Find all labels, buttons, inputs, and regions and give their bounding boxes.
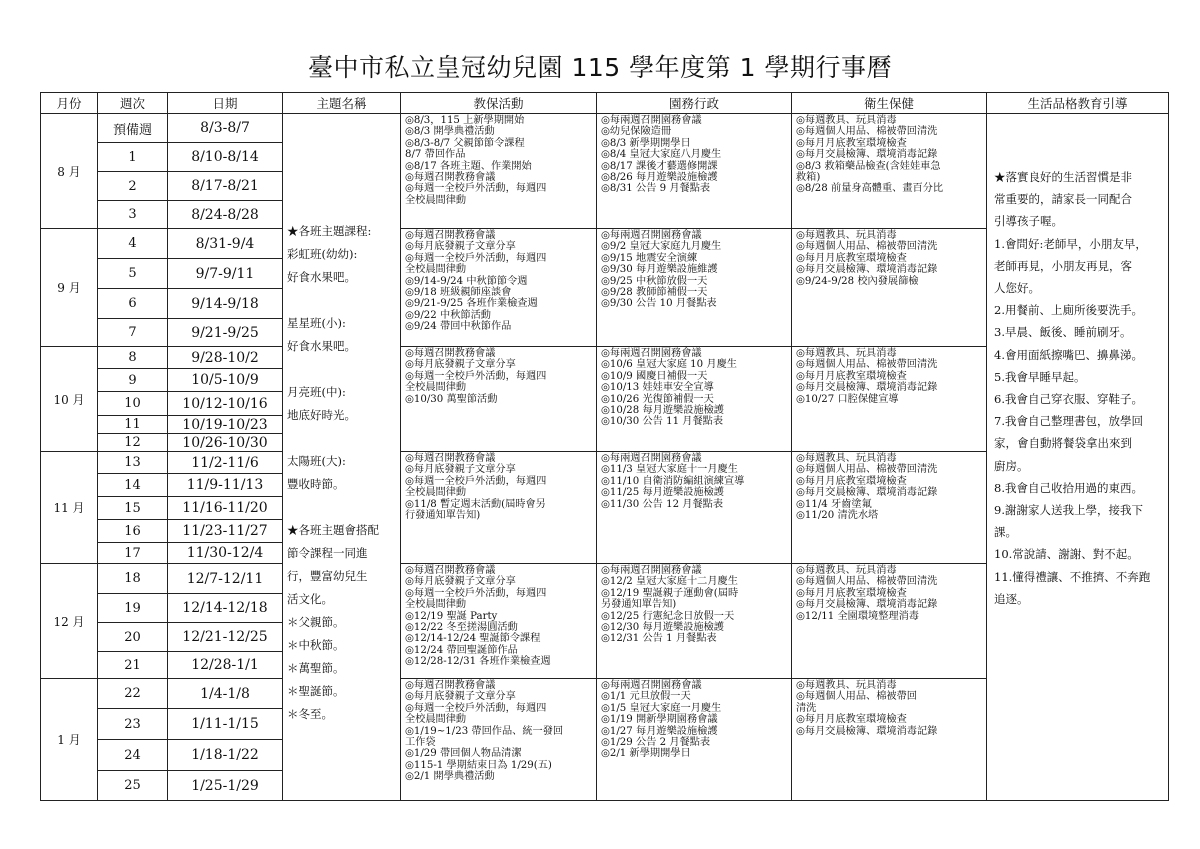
date-cell: 8/24-8/28: [168, 201, 283, 229]
date-cell: 11/23-11/27: [168, 520, 283, 543]
date-cell: 1/11-1/15: [168, 709, 283, 740]
activities-cell: [401, 347, 597, 452]
admin-text: ◎每兩週召開園務會議 ◎幼兒保險造冊 ◎8/3 新學期開學日 ◎8/4 皇冠大家庭八月慶生 ◎8/17 課後才藝選修開課 ◎8/26 每月遊樂設施檢護 ◎8/31 公告 9 月餐點表: [601, 115, 722, 195]
week-cell: 17: [98, 543, 168, 564]
week-cell: 24: [98, 740, 168, 771]
date-cell: 8/10-8/14: [168, 143, 283, 172]
health-text: ◎每週教具、玩具消毒 ◎每週個人用品、棉被帶回清洗 ◎每月月底教室環境檢查 ◎每月交晨檢簿、環境消毒記錄 ◎12/11 全園環境整理消毒: [796, 565, 938, 622]
health-cell: [792, 347, 987, 452]
health-cell: [792, 564, 987, 679]
header-health: 衛生保健: [792, 93, 987, 114]
month-cell: 10 月: [41, 347, 98, 452]
health-cell: [792, 114, 987, 229]
week-cell: 25: [98, 771, 168, 801]
week-cell: 15: [98, 497, 168, 520]
header-date: 日期: [168, 93, 283, 114]
admin-text: ◎每兩週召開園務會議 ◎10/6 皇冠大家庭 10 月慶生 ◎10/9 國慶日補假一天 ◎10/13 娃娃車安全宣導 ◎10/26 光復節補假一天 ◎10/28 每月遊樂設施檢護 ◎10/30 公告 11 月餐點表: [601, 348, 737, 428]
date-cell: 11/2-11/6: [168, 452, 283, 474]
date-cell: 12/28-1/1: [168, 652, 283, 679]
date-cell: 8/3-8/7: [168, 114, 283, 143]
page-title: 臺中市私立皇冠幼兒園 115 學年度第 1 學期行事曆: [308, 53, 892, 82]
date-cell: 12/21-12/25: [168, 623, 283, 652]
health-text: ◎每週教具、玩具消毒 ◎每週個人用品、棉被帶回清洗 ◎每月月底教室環境檢查 ◎每月交晨檢簿、環境消毒記錄 ◎8/3 救箱藥品檢查(含娃娃車急 救箱) ◎8/28 前量身高體重、畫百分比: [796, 115, 944, 195]
week-cell: 22: [98, 679, 168, 709]
date-cell: 11/9-11/13: [168, 474, 283, 497]
month-cell: 8 月: [41, 114, 98, 229]
life-guidance-text: ★落實良好的生活習慣是非 常重要的，請家長一同配合 引導孩子喔。 1.會問好:老師早，小朋友早， 老師再見，小朋友再見，客 人您好。 2.用餐前、上廁所後要洗手。 3.早晨、飯後、睡前刷牙。 4.會用面紙擦嘴巴、擤鼻涕。 5.我會早睡早起。 6.我會自己穿衣服、穿鞋子。 7.我會自己整理書包，放學回 家，會自動將餐袋拿出來到 廚房。 8.我會自己收拾用過的東西。 9.謝謝家人送我上學，接我下 課。 10.常說請、謝謝、對不起。 11.懂得禮讓、不推擠、不奔跑 追逐。: [994, 170, 1151, 606]
week-cell: 10: [98, 392, 168, 416]
activities-text: ◎8/3，115 上新學期開始 ◎8/3 開學典禮活動 ◎8/3-8/7 父親節節令課程 8/7 帶回作品 ◎8/17 各班主題、作業開始 ◎每週召開教務會議 ◎每週一全校戶外活動，每週四 全校晨間律動: [405, 115, 547, 206]
date-cell: 12/7-12/11: [168, 564, 283, 594]
health-text: ◎每週教具、玩具消毒 ◎每週個人用品、棉被帶回 清洗 ◎每月月底教室環境檢查 ◎每月交晨檢簿、環境消毒記錄: [796, 680, 938, 737]
activities-text: ◎每週召開教務會議 ◎每月底發親子文章分享 ◎每週一全校戶外活動，每週四 全校晨間律動 ◎12/19 聖誕 Party ◎12/22 冬至搓湯圓活動 ◎12/14-12/24 聖誕節令課程 ◎12/24 帶回聖誕節作品 ◎12/28-12/31 各班作業檢查週: [405, 565, 551, 668]
date-cell: 10/26-10/30: [168, 434, 283, 452]
week-cell: 14: [98, 474, 168, 497]
activities-text: ◎每週召開教務會議 ◎每月底發親子文章分享 ◎每週一全校戶外活動，每週四 全校晨間律動 ◎10/30 萬聖節活動: [405, 348, 547, 405]
admin-text: ◎每兩週召開園務會議 ◎1/1 元旦放假一天 ◎1/5 皇冠大家庭一月慶生 ◎1/19 開新學期園務會議 ◎1/27 每月遊樂設施檢護 ◎1/29 公告 2 月餐點表 ◎2/1 新學期開學日: [601, 680, 722, 760]
month-cell: 1 月: [41, 679, 98, 801]
table-row: [41, 114, 1169, 143]
admin-text: ◎每兩週召開園務會議 ◎9/2 皇冠大家庭九月慶生 ◎9/15 地震安全演練 ◎9/30 每月遊樂設施維護 ◎9/25 中秋節放假一天 ◎9/28 教師節補假一天 ◎9/30 公告 10 月餐點表: [601, 230, 722, 310]
health-text: ◎每週教具、玩具消毒 ◎每週個人用品、棉被帶回清洗 ◎每月月底教室環境檢查 ◎每月交晨檢簿、環境消毒記錄 ◎10/27 口腔保健宣導: [796, 348, 938, 405]
date-cell: 11/30-12/4: [168, 543, 283, 564]
admin-cell: [597, 452, 792, 564]
header-life-guidance: 生活品格教育引導: [987, 93, 1169, 114]
week-cell: 20: [98, 623, 168, 652]
month-cell: 11 月: [41, 452, 98, 564]
week-cell: 23: [98, 709, 168, 740]
date-cell: 10/12-10/16: [168, 392, 283, 416]
header-week: 週次: [98, 93, 168, 114]
week-cell: 3: [98, 201, 168, 229]
activities-cell: [401, 452, 597, 564]
week-cell: 預備週: [98, 114, 168, 143]
activities-text: ◎每週召開教務會議 ◎每月底發親子文章分享 ◎每週一全校戶外活動，每週四 全校晨間律動 ◎9/14-9/24 中秋節節令週 ◎9/18 班級親師座談會 ◎9/21-9/25 各班作業檢查週 ◎9/22 中秋節活動 ◎9/24 帶回中秋節作品: [405, 230, 547, 333]
date-cell: 11/16-11/20: [168, 497, 283, 520]
week-cell: 5: [98, 259, 168, 289]
date-cell: 1/18-1/22: [168, 740, 283, 771]
admin-cell: [597, 229, 792, 347]
date-cell: 10/19-10/23: [168, 416, 283, 434]
date-cell: 1/4-1/8: [168, 679, 283, 709]
week-cell: 11: [98, 416, 168, 434]
header-row: [41, 93, 1169, 114]
health-cell: [792, 229, 987, 347]
date-cell: 9/21-9/25: [168, 319, 283, 347]
week-cell: 19: [98, 594, 168, 623]
month-cell: 9 月: [41, 229, 98, 347]
activities-cell: [401, 564, 597, 679]
health-cell: [792, 452, 987, 564]
week-cell: 8: [98, 347, 168, 369]
week-cell: 13: [98, 452, 168, 474]
month-cell: 12 月: [41, 564, 98, 679]
calendar-table: [40, 92, 1169, 801]
date-cell: 10/5-10/9: [168, 369, 283, 392]
date-cell: 1/25-1/29: [168, 771, 283, 801]
activities-cell: [401, 679, 597, 801]
admin-cell: [597, 679, 792, 801]
activities-cell: [401, 229, 597, 347]
admin-cell: [597, 114, 792, 229]
header-activities: 教保活動: [401, 93, 597, 114]
theme-cell: [283, 114, 401, 801]
activities-text: ◎每週召開教務會議 ◎每月底發親子文章分享 ◎每週一全校戶外活動，每週四 全校晨間律動 ◎11/8 暫定週末活動(屆時會另 行發通知單告知): [405, 453, 547, 522]
health-cell: [792, 679, 987, 801]
activities-text: ◎每週召開教務會議 ◎每月底發親子文章分享 ◎每週一全校戶外活動，每週四 全校晨間律動 ◎1/19~1/23 帶回作品、統一發回 工作袋 ◎1/29 帶回個人物品清潔 ◎115-1 學期結束日為 1/29(五) ◎2/1 開學典禮活動: [405, 680, 564, 783]
header-admin: 園務行政: [597, 93, 792, 114]
header-theme: 主題名稱: [283, 93, 401, 114]
date-cell: 8/17-8/21: [168, 172, 283, 201]
week-cell: 9: [98, 369, 168, 392]
health-text: ◎每週教具、玩具消毒 ◎每週個人用品、棉被帶回清洗 ◎每月月底教室環境檢查 ◎每月交晨檢簿、環境消毒記錄 ◎9/24-9/28 校內發展篩檢: [796, 230, 938, 287]
admin-cell: [597, 347, 792, 452]
date-cell: 9/14-9/18: [168, 289, 283, 319]
date-cell: 9/7-9/11: [168, 259, 283, 289]
week-cell: 18: [98, 564, 168, 594]
date-cell: 9/28-10/2: [168, 347, 283, 369]
health-text: ◎每週教具、玩具消毒 ◎每週個人用品、棉被帶回清洗 ◎每月月底教室環境檢查 ◎每月交晨檢簿、環境消毒記錄 ◎11/4 牙齒塗氟 ◎11/20 清洗水塔: [796, 453, 938, 522]
week-cell: 21: [98, 652, 168, 679]
theme-text: ★各班主題課程: 彩虹班(幼幼): 好食水果吧。 星星班(小): 好食水果吧。 月亮班(中): 地底好時光。 太陽班(大): 豐收時節。 ★各班主題會搭配 節令課程一同進 行，豐富幼兒生 活文化。 ＊父親節。 ＊中秋節。 ＊萬聖節。 ＊聖誕節。 ＊冬至。: [287, 224, 379, 721]
header-month: 月份: [41, 93, 98, 114]
admin-text: ◎每兩週召開園務會議 ◎11/3 皇冠大家庭十一月慶生 ◎11/10 自衛消防編組演練宣導 ◎11/25 每月遊樂設施檢護 ◎11/30 公告 12 月餐點表: [601, 453, 745, 510]
activities-cell: [401, 114, 597, 229]
week-cell: 12: [98, 434, 168, 452]
admin-text: ◎每兩週召開園務會議 ◎12/2 皇冠大家庭十二月慶生 ◎12/19 聖誕親子運動會(屆時 另發通知單告知) ◎12/25 行憲紀念日放假一天 ◎12/30 每月遊樂設施檢護 ◎12/31 公告 1 月餐點表: [601, 565, 739, 645]
week-cell: 4: [98, 229, 168, 259]
week-cell: 16: [98, 520, 168, 543]
week-cell: 6: [98, 289, 168, 319]
week-cell: 7: [98, 319, 168, 347]
life-guidance-cell: [987, 114, 1169, 801]
week-cell: 1: [98, 143, 168, 172]
date-cell: 8/31-9/4: [168, 229, 283, 259]
admin-cell: [597, 564, 792, 679]
week-cell: 2: [98, 172, 168, 201]
date-cell: 12/14-12/18: [168, 594, 283, 623]
